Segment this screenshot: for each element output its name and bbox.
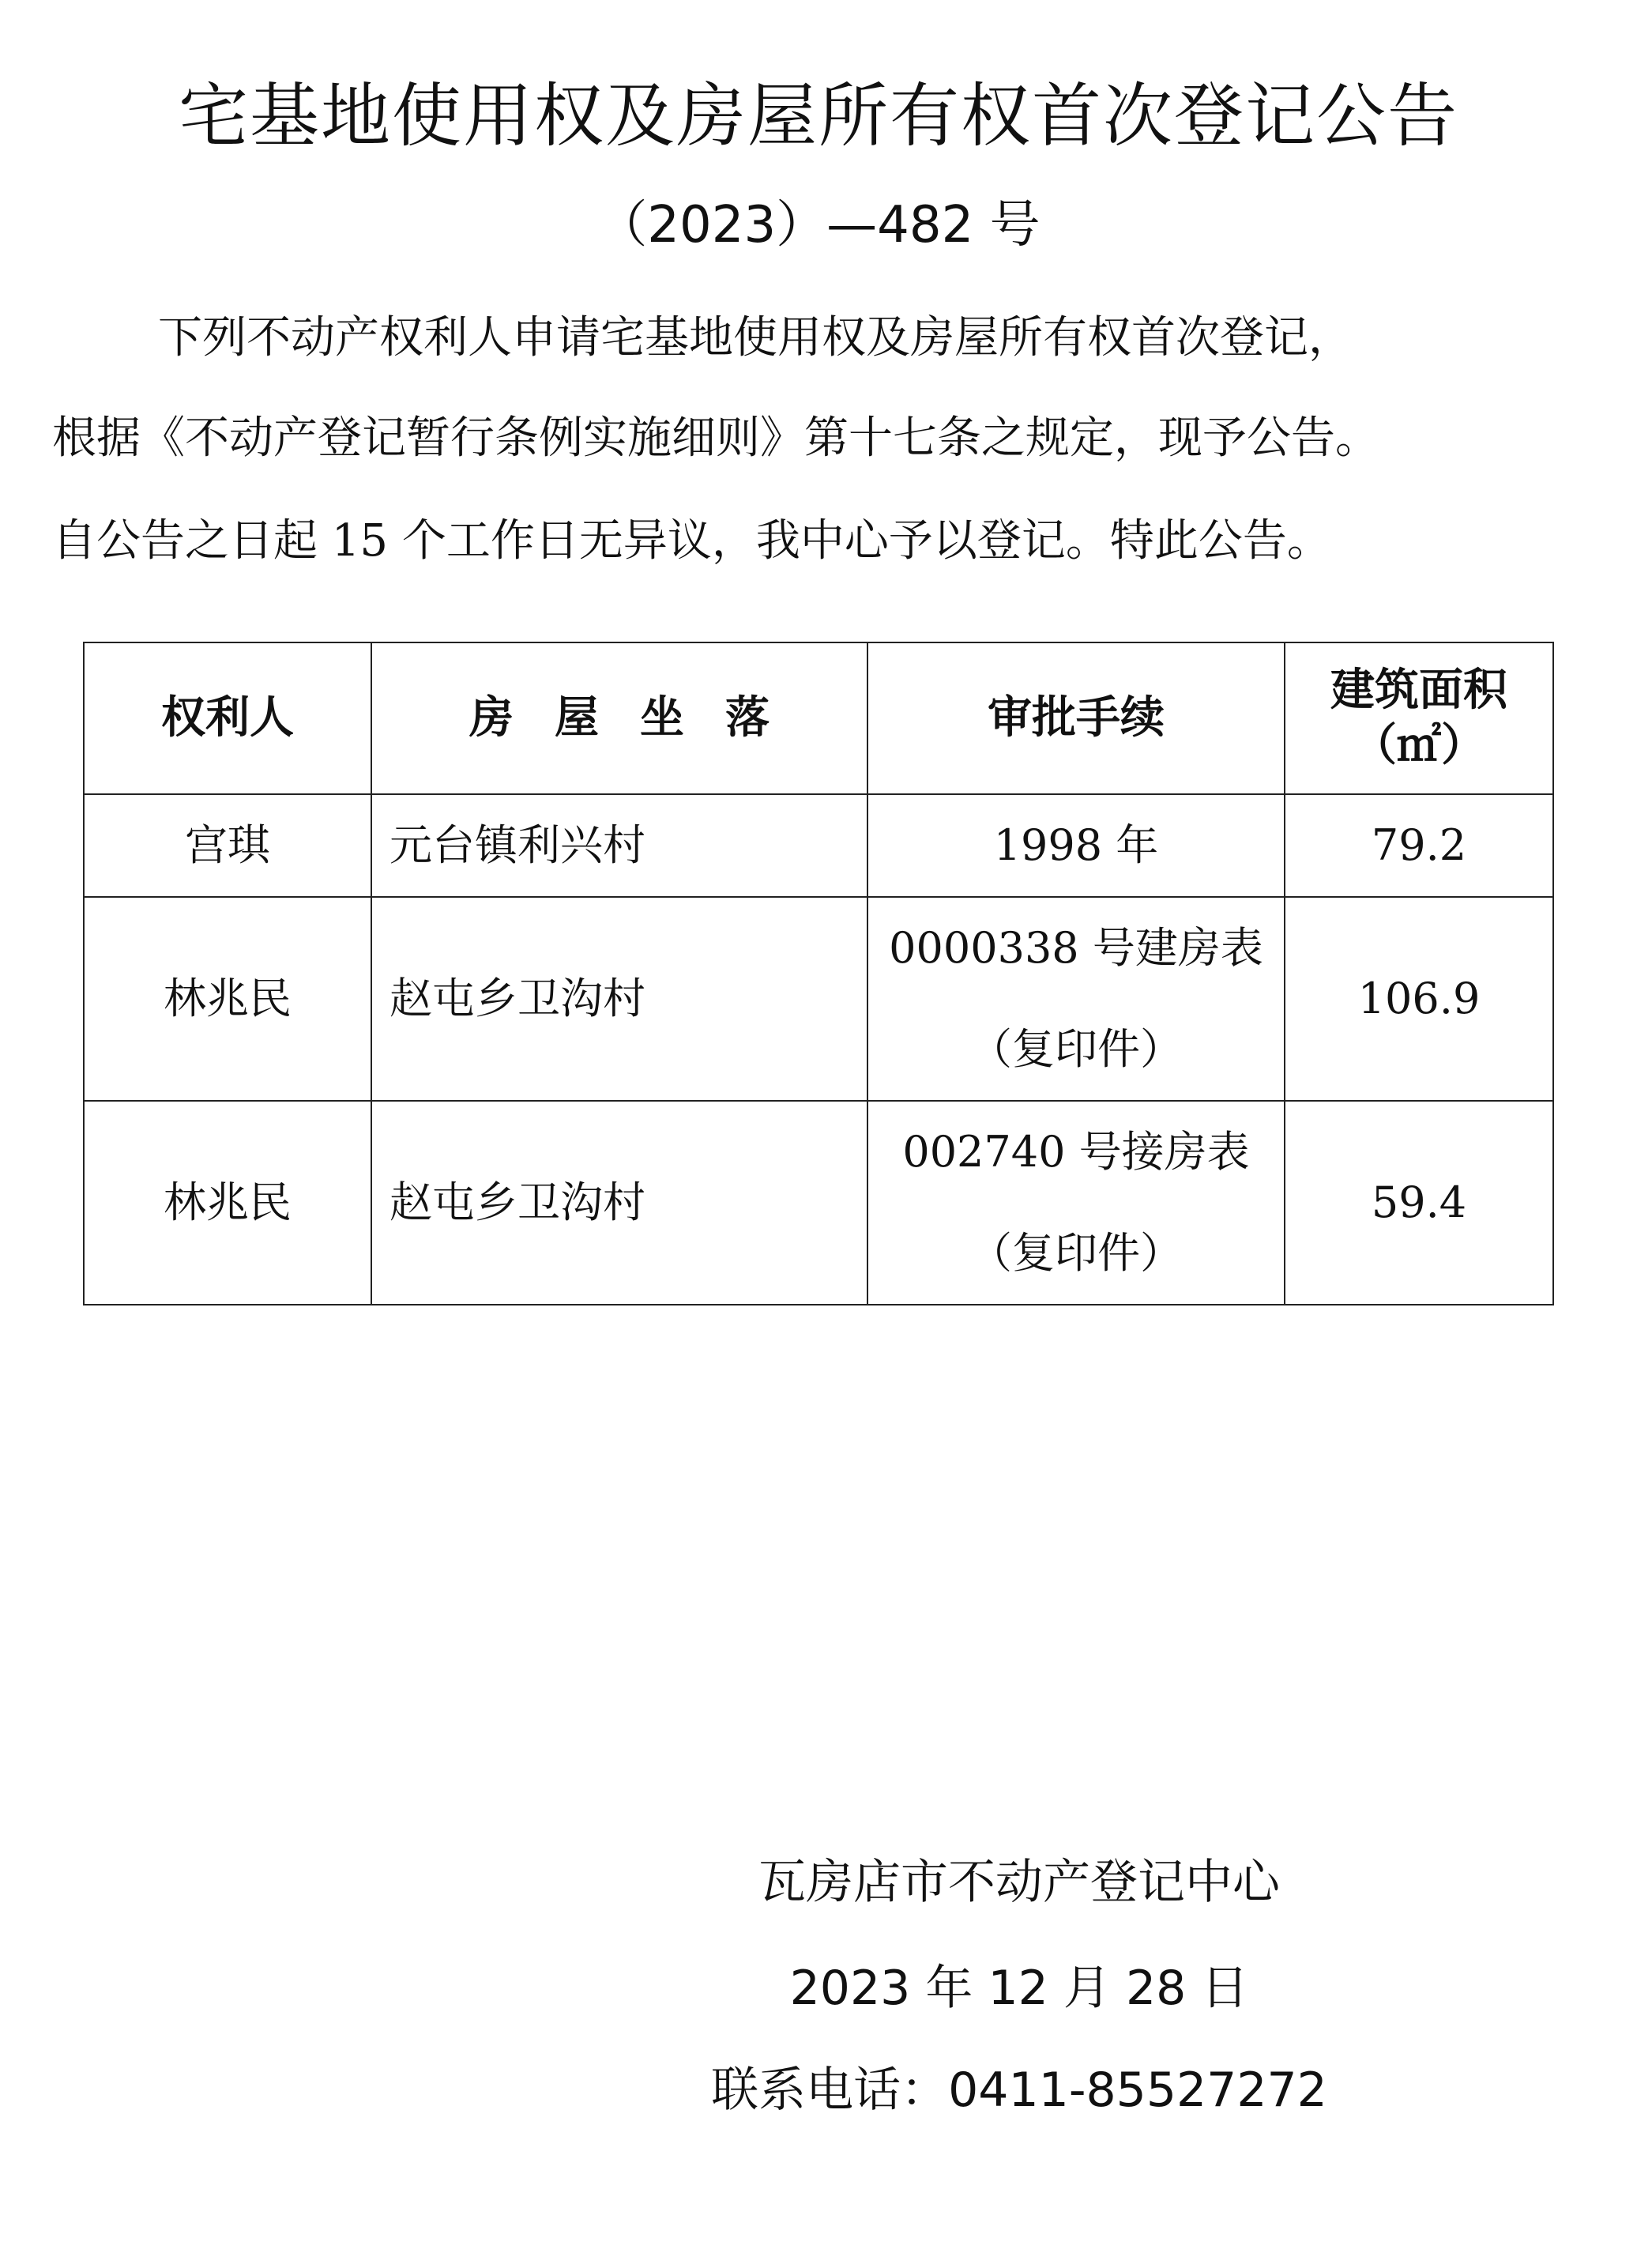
- document-number: （2023）—482 号: [596, 196, 1041, 254]
- cell-location: 赵屯乡卫沟村: [371, 897, 867, 1101]
- cell-approval-line: 1998 年: [993, 820, 1159, 870]
- contact-phone: 联系电话：0411-85527272: [711, 2063, 1327, 2118]
- cell-holder: 宫琪: [84, 794, 371, 897]
- table-row: [84, 1101, 1553, 1305]
- header-area-unit: （㎡）: [1353, 720, 1485, 771]
- cell-area: 79.2: [1285, 794, 1553, 897]
- issuing-organization: 瓦房店市不动产登记中心: [758, 1855, 1280, 1910]
- cell-approval: [867, 794, 1285, 897]
- header-location: 房屋坐落: [371, 642, 867, 794]
- cell-holder: 林兆民: [84, 1101, 371, 1305]
- cell-area: 59.4: [1285, 1101, 1553, 1305]
- cell-location: 赵屯乡卫沟村: [371, 1101, 867, 1305]
- paragraph-line-3: 自公告之日起 15 个工作日无异议，我中心予以登记。特此公告。: [52, 515, 1331, 567]
- table-row: [84, 794, 1553, 897]
- paragraph-line-2: 根据《不动产登记暂行条例实施细则》第十七条之规定，现予公告。: [52, 413, 1379, 464]
- header-holder: 权利人: [84, 642, 371, 794]
- cell-approval-note: （复印件）: [969, 1024, 1183, 1074]
- cell-approval: [867, 1101, 1285, 1305]
- table-row: [84, 897, 1553, 1101]
- issue-date: 2023 年 12 月 28 日: [789, 1961, 1249, 2016]
- header-approval: 审批手续: [867, 642, 1285, 794]
- table-header-row: [84, 642, 1553, 794]
- cell-approval-line: 0000338 号建房表: [889, 923, 1263, 973]
- notice-title: 宅基地使用权及房屋所有权首次登记公告: [178, 75, 1458, 156]
- cell-holder: 林兆民: [84, 897, 371, 1101]
- header-area: [1285, 642, 1553, 794]
- paragraph-line-1: 下列不动产权利人申请宅基地使用权及房屋所有权首次登记，: [158, 312, 1353, 364]
- cell-approval-line: 002740 号接房表: [902, 1127, 1250, 1177]
- cell-area: 106.9: [1285, 897, 1553, 1101]
- cell-approval: [867, 897, 1285, 1101]
- registration-table: [83, 642, 1554, 1305]
- cell-location: 元台镇利兴村: [371, 794, 867, 897]
- header-area-label: 建筑面积: [1330, 665, 1507, 716]
- cell-approval-note: （复印件）: [969, 1228, 1183, 1278]
